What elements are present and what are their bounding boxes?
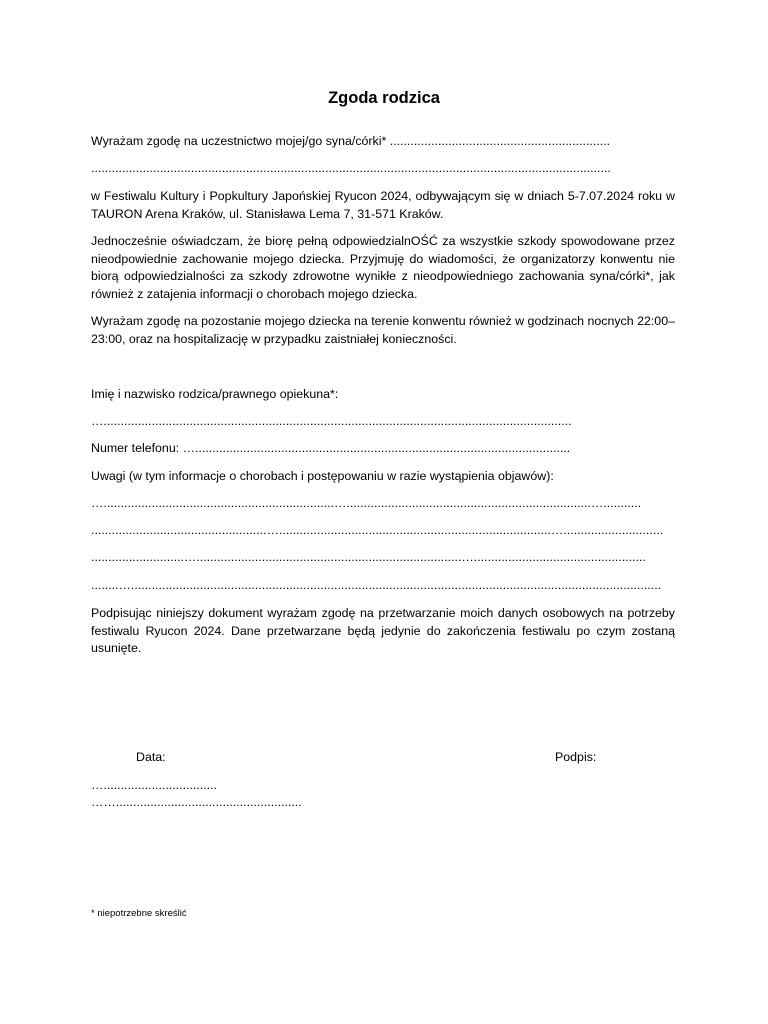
signature-label: Podpis:: [555, 750, 597, 764]
notes-label: Uwagi (w tym informacje o chorobach i postępowaniu w razie wystąpienia objawów):: [91, 469, 554, 483]
responsibility-paragraph: Jednocześnie oświadczam, że biorę pełną odpowiedzialnOŚĆ za wszystkie szkody spowodowane przez nieodpowiednie zachowanie mojego dziecka. Przyjmuję do wiadomości, że organizatorzy konwentu nie biorą odpowiedzialności za szkody zdrowotne wynikłe z nieodpowiedniego zachowania syna/córki*, jak również z zatajenia informacji o chorobach mojego dziecka.: [91, 234, 675, 301]
page-title: Zgoda rodzica: [328, 89, 440, 107]
notes-line: ........…..........................................................................................................................................................: [91, 578, 662, 592]
consent-child-line-continued: .......................................................................................................................................................: [91, 161, 611, 175]
footnote: * niepotrzebne skreślić: [91, 908, 187, 919]
signature-line: ……......................................................: [91, 795, 302, 809]
parent-name-label: Imię i nazwisko rodzica/prawnego opiekuna*:: [91, 387, 339, 401]
phone-number-line: Numer telefonu: ….............................................................................................................: [91, 441, 571, 455]
night-stay-paragraph: Wyrażam zgodę na pozostanie mojego dziecka na terenie konwentu również w godzinach nocnych 22:00–23:00, oraz na hospitalizację w przypadku zaistniałej konieczności.: [91, 314, 675, 346]
festival-paragraph: w Festiwalu Kultury i Popkultury Japońskiej Ryucon 2024, odbywającym się w dniach 5-7.07.2024 roku w TAURON Arena Kraków, ul. Stanisława Lema 7, 31-571 Kraków.: [91, 189, 675, 221]
consent-child-line: Wyrażam zgodę na uczestnictwo mojej/go syna/córki* ................................................................: [91, 134, 611, 148]
notes-line: ...................................................…...............................................................................….............................: [91, 523, 664, 537]
data-processing-paragraph: Podpisując niniejszy dokument wyrażam zgodę na przetwarzanie moich danych osobowych na potrzeby festiwalu Ryucon 2024. Dane przetwarzane będą jedynie do zakończenia festiwalu po czym zostaną usunięte.: [91, 606, 675, 655]
date-label: Data:: [136, 750, 166, 764]
notes-line: …...................................................................….......................................................................…...........: [91, 496, 642, 510]
parent-name-line: …........................................................................................................................................: [91, 414, 572, 428]
date-line: ….................................: [91, 778, 217, 792]
notes-line: ...........................….............................................................................…..................................................: [91, 550, 646, 564]
